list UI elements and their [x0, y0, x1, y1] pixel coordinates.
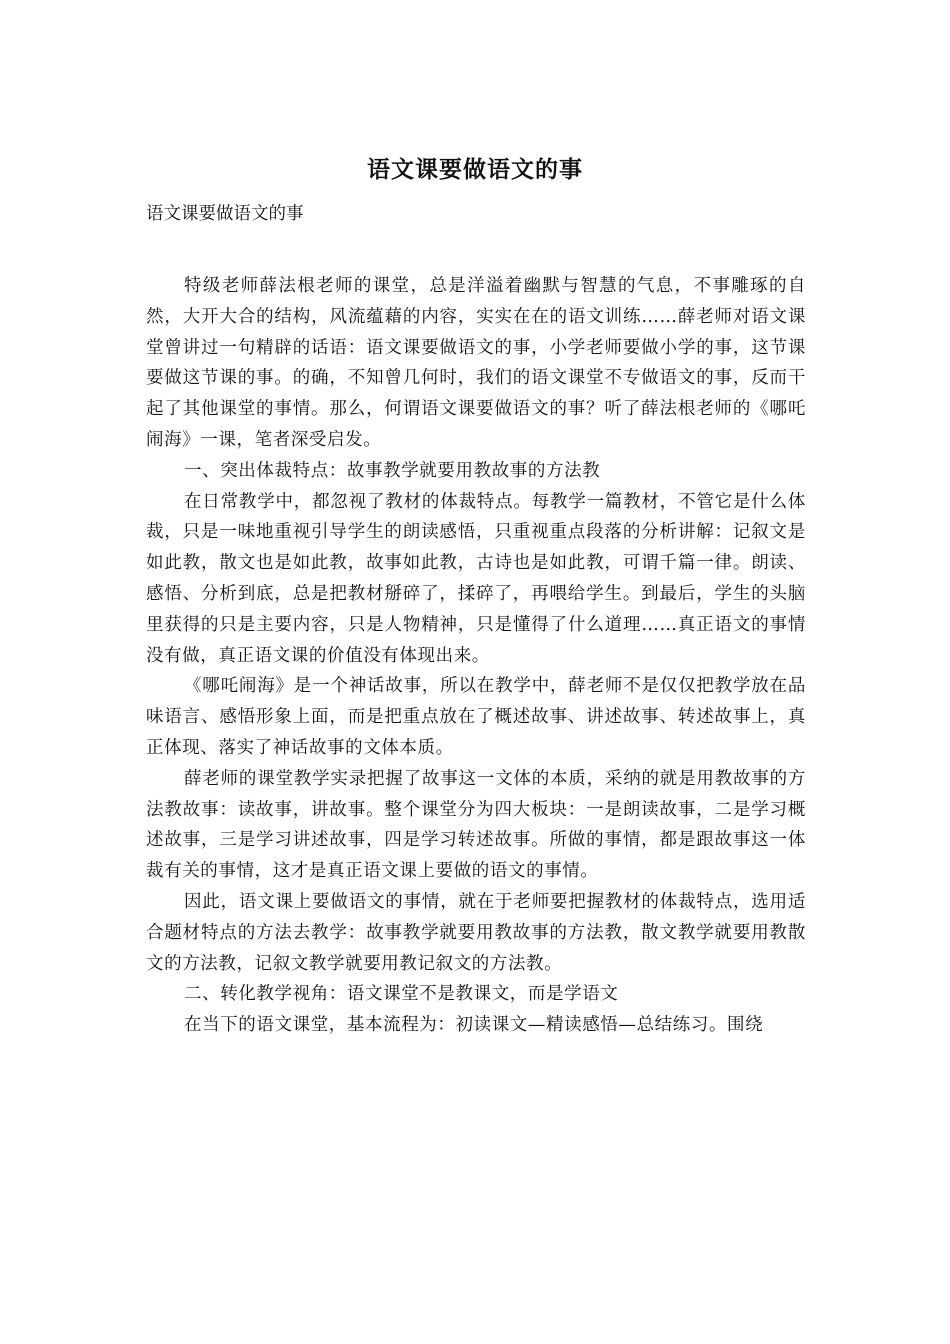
paragraph: 在日常教学中，都忽视了教材的体裁特点。每教学一篇教材，不管它是什么体裁，只是一味地重视引导学生的朗读感悟，只重视重点段落的分析讲解：记叙文是如此教，散文也是如此教，故事如此教，古诗也是如此教，可谓千篇一律。朗读、感悟、分析到底，总是把教材掰碎了，揉碎了，再喂给学生。到最后，学生的头脑里获得的只是主要内容，只是人物精神，只是懂得了什么道理……真正语文的事情没有做，真正语文课的价值没有体现出来。 — [146, 491, 806, 666]
paragraph: 《哪吒闹海》是一个神话故事，所以在教学中，薛老师不是仅仅把教学放在品味语言、感悟形象上面，而是把重点放在了概述故事、讲述故事、转述故事上，真正体现、落实了神话故事的文体本质。 — [146, 676, 806, 758]
document-body — [146, 271, 806, 1041]
paragraph: 因此，语文课上要做语文的事情，就在于老师要把握教材的体裁特点，选用适合题材特点的方法去教学：故事教学就要用教故事的方法教，散文教学就要用教散文的方法教，记叙文教学就要用教记叙文的方法教。 — [146, 891, 806, 974]
section-heading: 二、转化教学视角：语文课堂不是教课文，而是学语文 — [184, 984, 619, 1005]
paragraph: 在当下的语文课堂，基本流程为：初读课文—精读感悟—总结练习。围绕 — [184, 1015, 764, 1036]
section-heading: 一、突出体裁特点：故事教学就要用教故事的方法教 — [184, 460, 601, 481]
document-subtitle: 语文课要做语文的事 — [146, 204, 304, 224]
paragraph: 特级老师薛法根老师的课堂，总是洋溢着幽默与智慧的气息，不事雕琢的自然，大开大合的结构，风流蕴藉的内容，实实在在的语文训练……薛老师对语文课堂曾讲过一句精辟的话语：语文课要做语文的事，小学老师要做小学的事，这节课要做这节课的事。的确，不知曾几何时，我们的语文课堂不专做语文的事，反而干起了其他课堂的事情。那么，何谓语文课要做语文的事？听了薛法根老师的《哪吒闹海》一课，笔者深受启发。 — [146, 276, 806, 450]
paragraph: 薛老师的课堂教学实录把握了故事这一文体的本质，采纳的就是用教故事的方法教故事：读故事，讲故事。整个课堂分为四大板块：一是朗读故事，二是学习概述故事，三是学习讲述故事，四是学习转述故事。所做的事情，都是跟故事这一体裁有关的事情，这才是真正语文课上要做的语文的事情。 — [146, 768, 806, 882]
document-title: 语文课要做语文的事 — [367, 156, 583, 183]
